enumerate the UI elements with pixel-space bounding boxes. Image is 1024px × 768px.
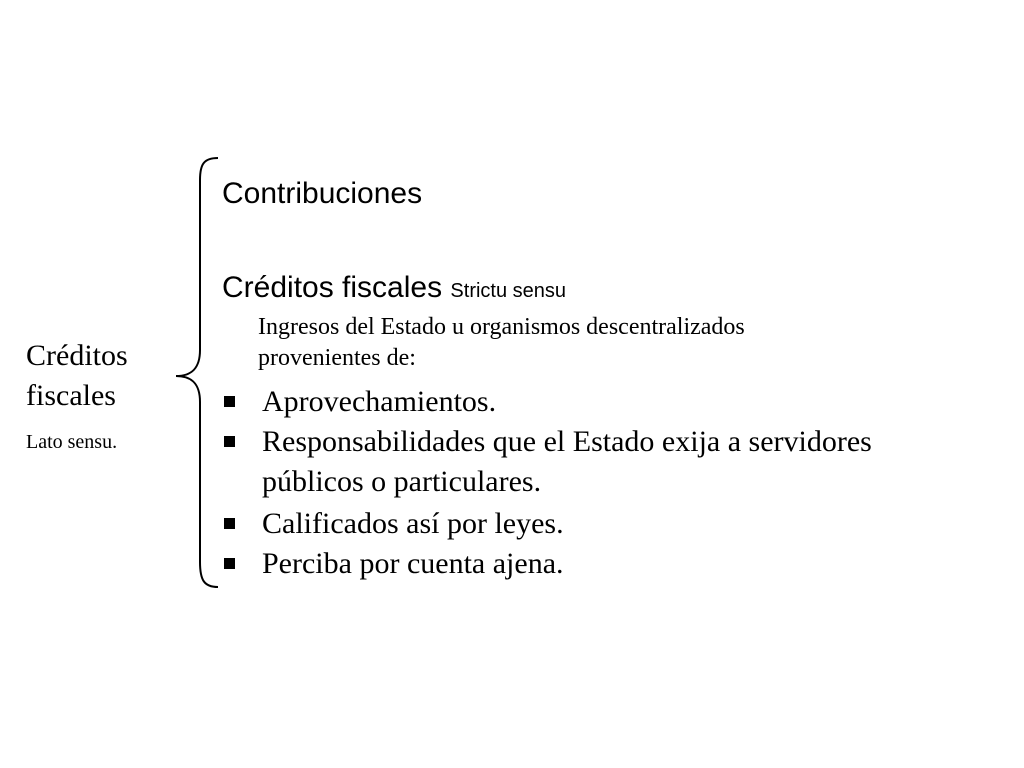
ingresos-description (258, 312, 745, 374)
root-title-line-2: fiscales (26, 379, 116, 412)
bullet-text: Perciba por cuenta ajena. (262, 547, 564, 580)
strictu-sensu-label: Strictu sensu (450, 280, 567, 302)
square-bullet-icon (224, 436, 235, 447)
root-title-line-1: Créditos (26, 339, 128, 372)
branch-contribuciones: Contribuciones (222, 177, 423, 210)
ingresos-line-2: provenientes de: (258, 345, 416, 371)
curly-brace-icon (168, 150, 228, 595)
bullet-text-line-2: públicos o particulares. (262, 465, 542, 498)
root-concept-subtitle: Lato sensu. (26, 431, 118, 453)
bullet-text: Calificados así por leyes. (262, 507, 564, 540)
creditos-fiscales-label: Créditos fiscales (222, 271, 443, 304)
ingresos-line-1: Ingresos del Estado u organismos descentralizados (258, 314, 745, 340)
square-bullet-icon (224, 518, 235, 529)
branch-creditos-fiscales (222, 266, 566, 313)
square-bullet-icon (224, 396, 235, 407)
square-bullet-icon (224, 558, 235, 569)
bullet-text (262, 422, 872, 502)
root-concept-title (26, 336, 128, 416)
bullet-text: Aprovechamientos. (262, 385, 497, 418)
bullet-text-line-1: Responsabilidades que el Estado exija a servidores (262, 425, 872, 458)
